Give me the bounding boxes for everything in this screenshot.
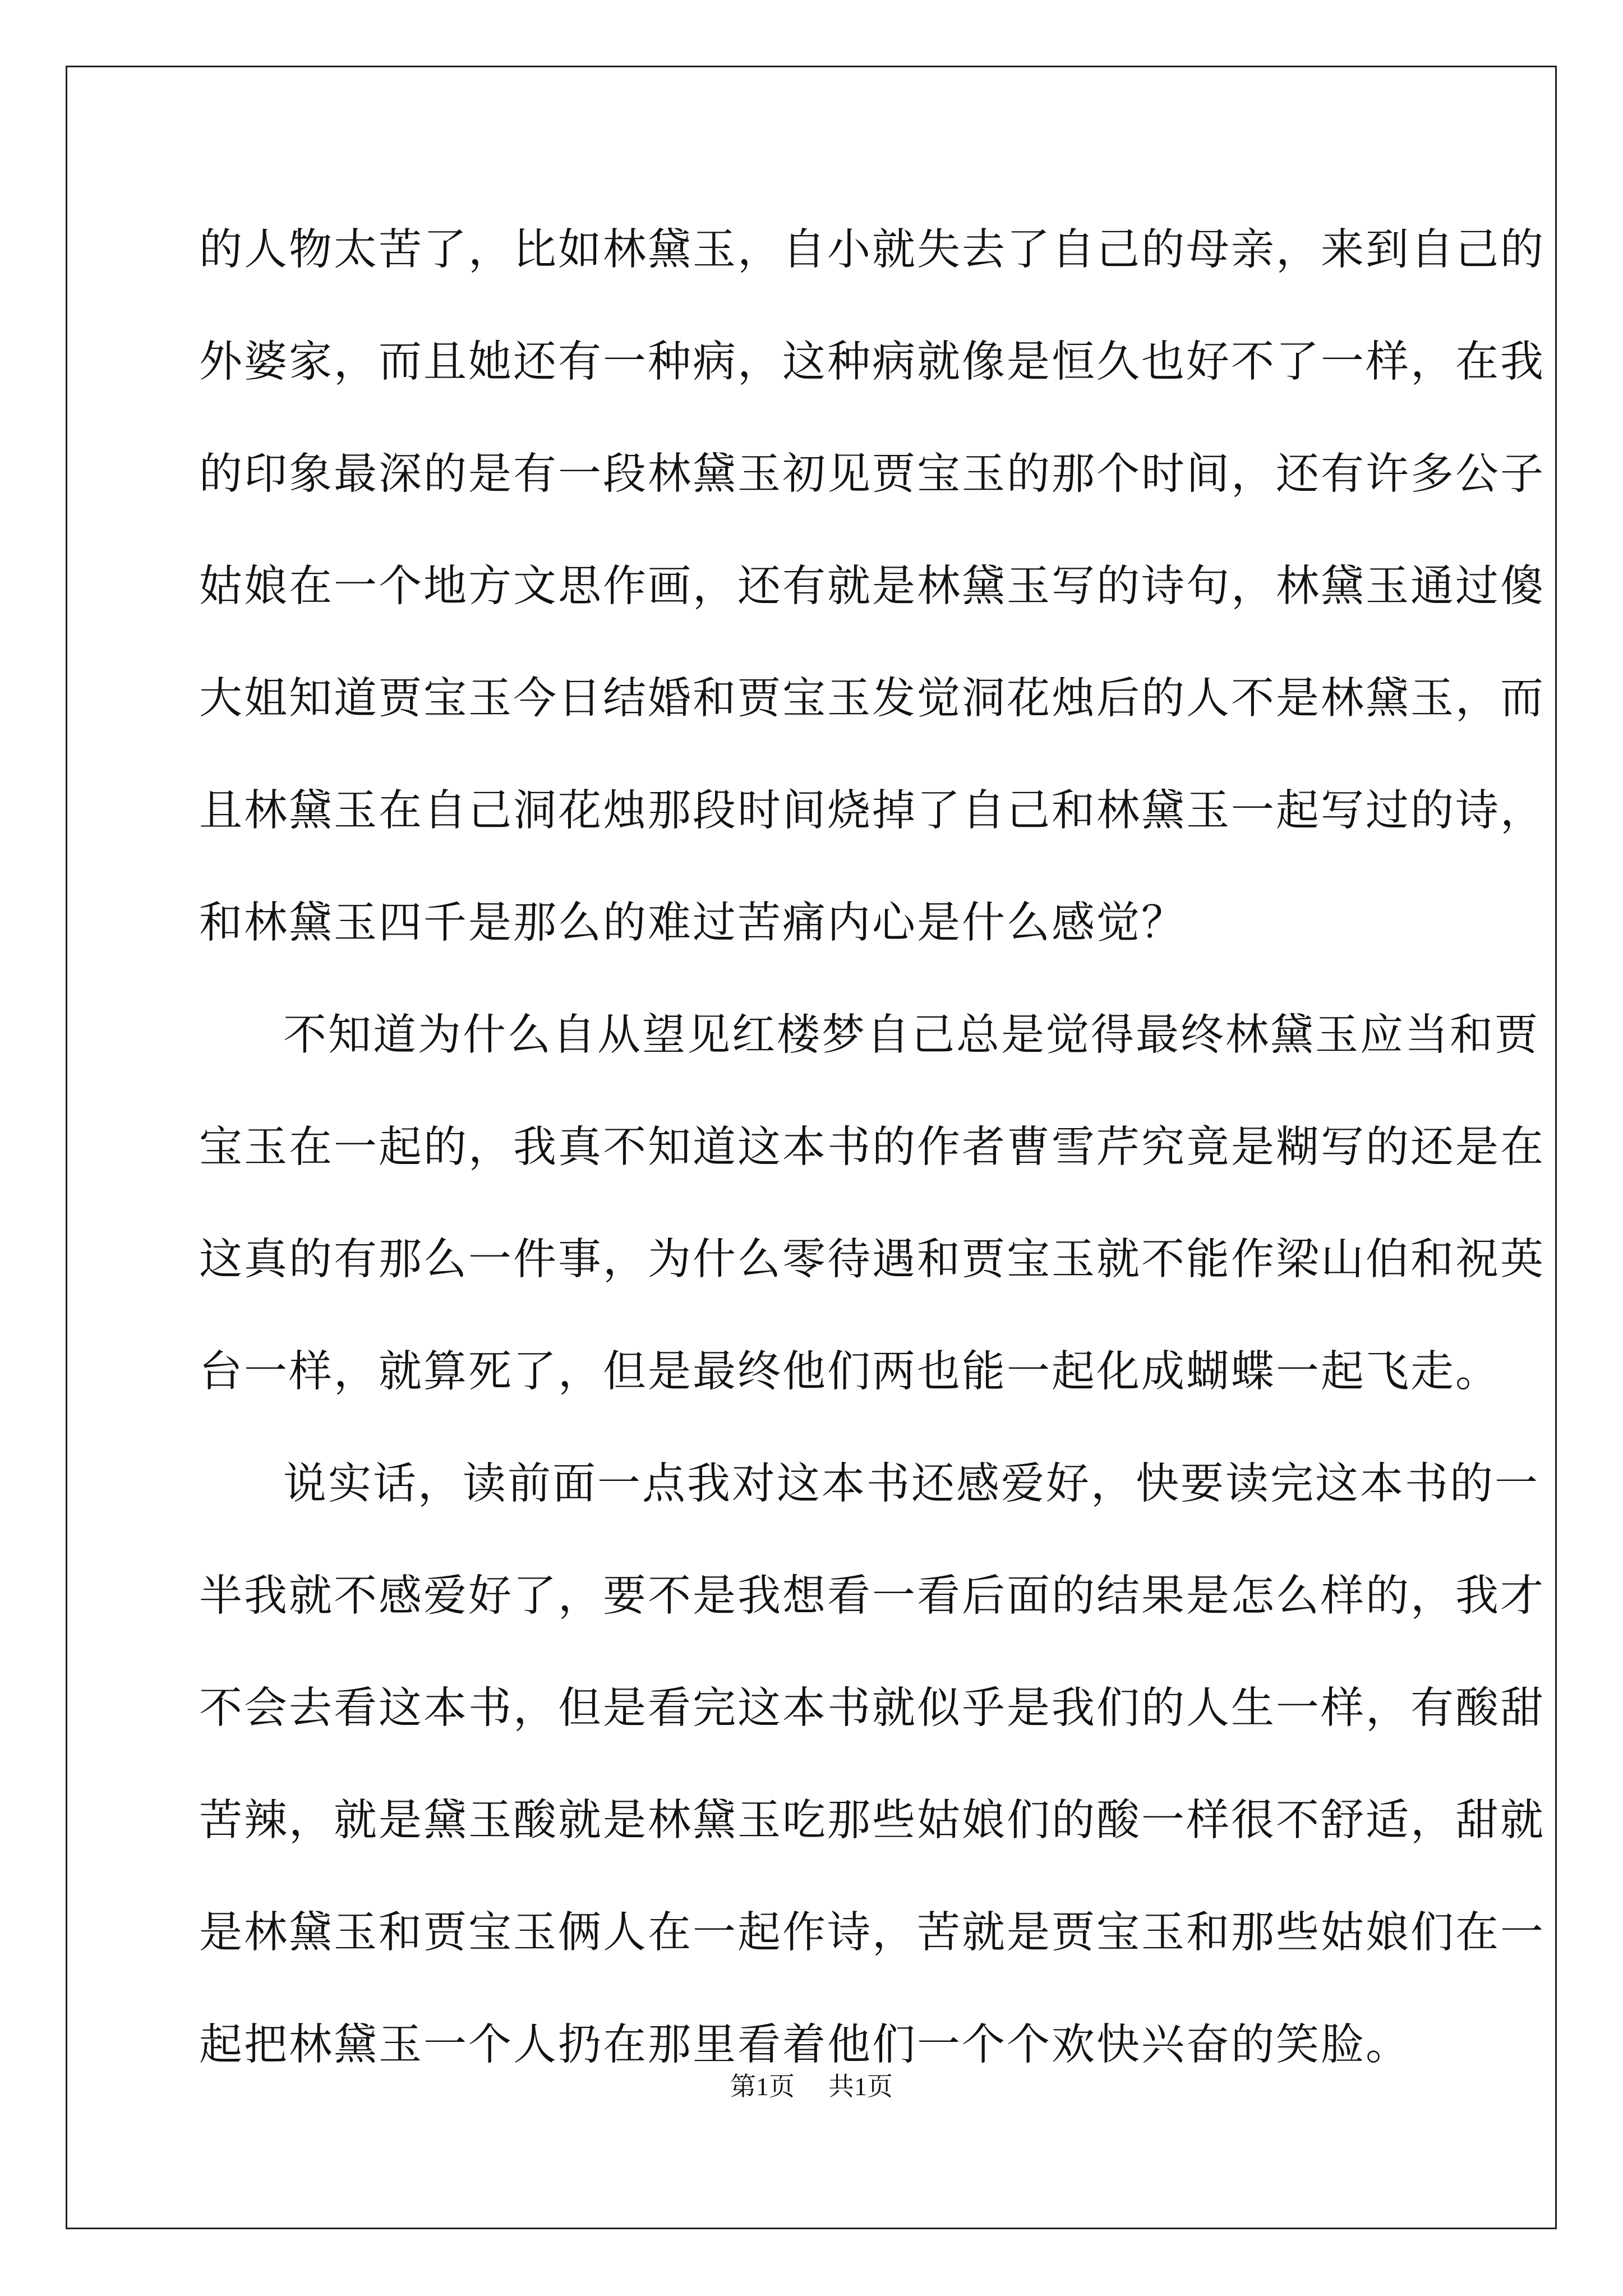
page-footer <box>0 2070 1623 2104</box>
paragraph-3-line-3: 不会去看这本书，但是看完这本书就似乎是我们的人生一样，有酸甜 <box>199 1683 1545 1733</box>
paragraph-2-line-4: 台一样，就算死了，但是最终他们两也能一起化成蝴蝶一起飞走。 <box>199 1347 1500 1397</box>
page-total: 共1页 <box>828 2072 893 2101</box>
document-body <box>199 222 1545 2129</box>
paragraph-3-line-2: 半我就不感爱好了，要不是我想看一看后面的结果是怎么样的，我才 <box>199 1571 1545 1621</box>
paragraph-1-line-6: 且林黛玉在自己洞花烛那段时间烧掉了自己和林黛玉一起写过的诗， <box>199 786 1545 836</box>
paragraph-3-line-1: 说实话，读前面一点我对这本书还感爱好，快要读完这本书的一 <box>283 1459 1539 1509</box>
paragraph-1-line-2: 外婆家，而且她还有一种病，这种病就像是恒久也好不了一样，在我 <box>199 337 1545 387</box>
paragraph-1-line-3: 的印象最深的是有一段林黛玉初见贾宝玉的那个时间，还有许多公子 <box>199 449 1545 499</box>
paragraph-2-line-2: 宝玉在一起的，我真不知道这本书的作者曹雪芹究竟是糊写的还是在 <box>199 1122 1545 1172</box>
paragraph-3-line-6: 起把林黛玉一个人扔在那里看着他们一个个欢快兴奋的笑脸。 <box>199 2020 1410 2070</box>
paragraph-3-line-4: 苦辣，就是黛玉酸就是林黛玉吃那些姑娘们的酸一样很不舒适，甜就 <box>199 1796 1545 1846</box>
paragraph-1-line-1: 的人物太苦了，比如林黛玉，自小就失去了自己的母亲，来到自己的 <box>199 225 1545 275</box>
paragraph-3-line-5: 是林黛玉和贾宝玉俩人在一起作诗，苦就是贾宝玉和那些姑娘们在一 <box>199 1908 1545 1958</box>
paragraph-1-line-4: 姑娘在一个地方文思作画，还有就是林黛玉写的诗句，林黛玉通过傻 <box>199 562 1545 611</box>
paragraph-2-line-3: 这真的有那么一件事，为什么零待遇和贾宝玉就不能作梁山伯和祝英 <box>199 1235 1545 1285</box>
paragraph-2-line-1: 不知道为什么自从望见红楼梦自己总是觉得最终林黛玉应当和贾 <box>283 1010 1539 1060</box>
page-number: 第1页 <box>730 2072 795 2101</box>
paragraph-1-line-7: 和林黛玉四千是那么的难过苦痛内心是什么感觉？ <box>199 898 1186 948</box>
paragraph-1-line-5: 大姐知道贾宝玉今日结婚和贾宝玉发觉洞花烛后的人不是林黛玉，而 <box>199 674 1545 724</box>
